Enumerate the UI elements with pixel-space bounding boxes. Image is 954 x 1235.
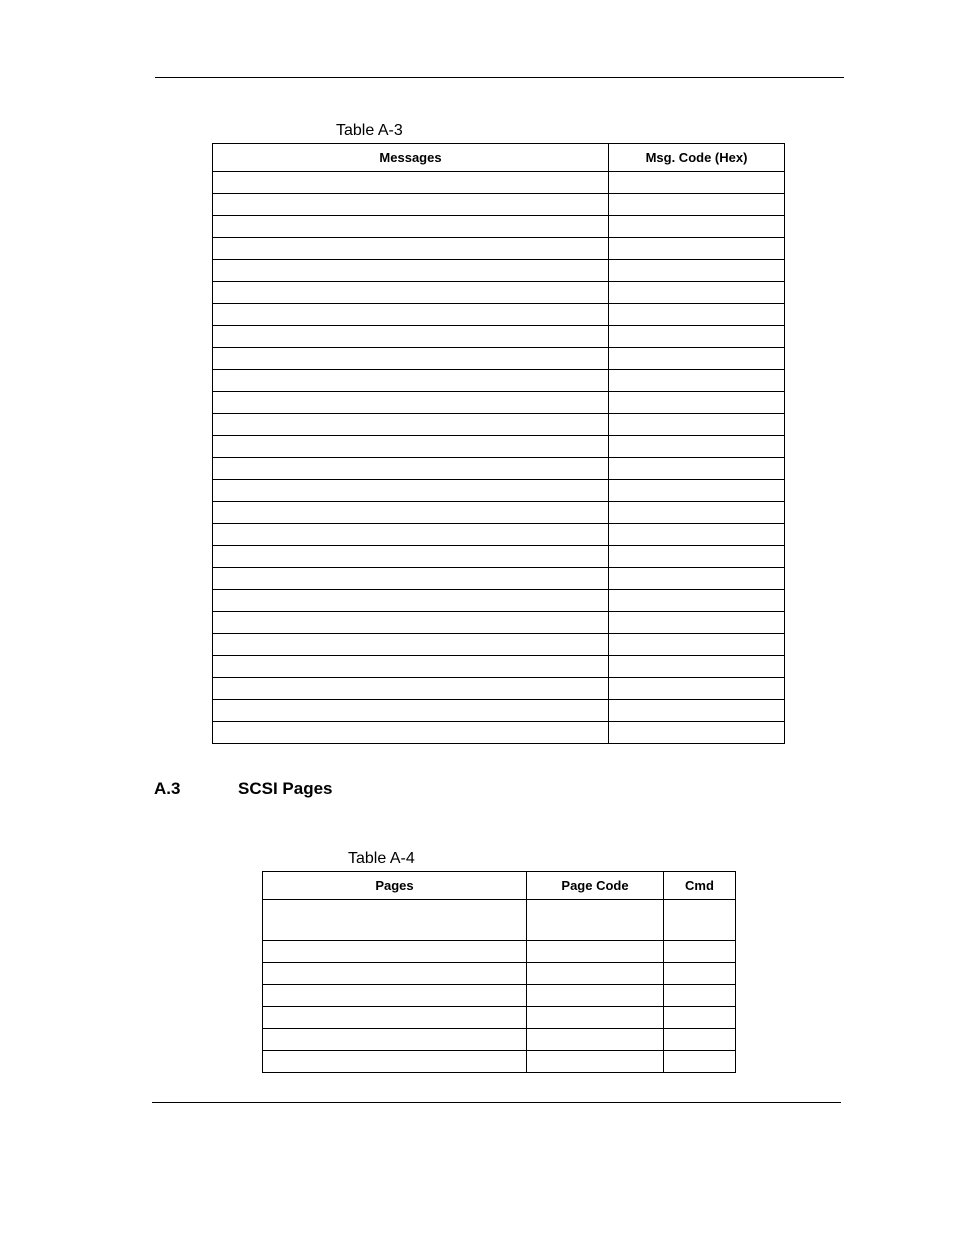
table-cell [213, 678, 609, 700]
table-a3-caption: Table A-3 [336, 122, 403, 139]
table-cell [263, 1007, 527, 1029]
table-row [213, 546, 785, 568]
messages-table [212, 143, 785, 744]
table-header-row [263, 872, 736, 900]
table-cell [609, 656, 785, 678]
table-cell [609, 568, 785, 590]
table-cell [213, 194, 609, 216]
table-cell [664, 1029, 736, 1051]
table-cell [263, 1051, 527, 1073]
msg-code-column-header: Msg. Code (Hex) [609, 144, 785, 172]
table-cell [213, 326, 609, 348]
pages-table-body [263, 900, 736, 1073]
table-cell [213, 238, 609, 260]
table-cell [609, 700, 785, 722]
table-cell [609, 502, 785, 524]
table-row [213, 370, 785, 392]
section-title: SCSI Pages [238, 779, 333, 798]
table-row [213, 436, 785, 458]
table-row [213, 282, 785, 304]
table-row [213, 458, 785, 480]
table-row [213, 194, 785, 216]
table-row [213, 700, 785, 722]
table-row [213, 722, 785, 744]
table-cell [213, 370, 609, 392]
table-row [263, 1029, 736, 1051]
table-cell [213, 436, 609, 458]
table-cell [664, 1051, 736, 1073]
table-cell [213, 634, 609, 656]
table-header-row [213, 144, 785, 172]
table-a4-caption: Table A-4 [348, 850, 415, 867]
table-row [263, 900, 736, 941]
table-cell [609, 238, 785, 260]
table-cell [213, 304, 609, 326]
table-cell [609, 480, 785, 502]
table-cell [609, 414, 785, 436]
table-row [263, 963, 736, 985]
table-cell [609, 612, 785, 634]
table-cell [527, 941, 664, 963]
table-cell [609, 194, 785, 216]
table-cell [609, 678, 785, 700]
table-cell [664, 900, 736, 941]
table-row [213, 216, 785, 238]
table-cell [263, 941, 527, 963]
table-cell [213, 260, 609, 282]
table-cell [213, 546, 609, 568]
table-cell [609, 590, 785, 612]
table-cell [609, 458, 785, 480]
table-row [213, 260, 785, 282]
messages-table-body [213, 172, 785, 744]
messages-column-header: Messages [213, 144, 609, 172]
table-cell [213, 216, 609, 238]
table-cell [263, 963, 527, 985]
table-cell [664, 941, 736, 963]
table-cell [527, 985, 664, 1007]
table-cell [609, 436, 785, 458]
section-number: A.3 [154, 779, 181, 798]
table-cell [527, 1051, 664, 1073]
table-cell [609, 370, 785, 392]
table-cell [609, 392, 785, 414]
footer-rule [152, 1102, 841, 1103]
table-row [263, 1007, 736, 1029]
table-cell [609, 524, 785, 546]
table-cell [213, 392, 609, 414]
table-cell [213, 480, 609, 502]
table-row [263, 985, 736, 1007]
table-cell [263, 1029, 527, 1051]
table-cell [609, 260, 785, 282]
table-row [213, 392, 785, 414]
table-cell [213, 700, 609, 722]
table-row [213, 304, 785, 326]
pages-table [262, 871, 736, 1073]
table-cell [263, 985, 527, 1007]
table-cell [213, 722, 609, 744]
table-cell [609, 722, 785, 744]
table-cell [527, 900, 664, 941]
table-cell [527, 1029, 664, 1051]
page-code-column-header: Page Code [527, 872, 664, 900]
table-row [213, 634, 785, 656]
table-row [213, 480, 785, 502]
table-cell [213, 348, 609, 370]
table-cell [609, 326, 785, 348]
table-cell [213, 502, 609, 524]
table-row [213, 238, 785, 260]
table-cell [609, 634, 785, 656]
table-cell [664, 985, 736, 1007]
table-cell [527, 1007, 664, 1029]
table-cell [664, 1007, 736, 1029]
table-row [213, 172, 785, 194]
table-cell [527, 963, 664, 985]
table-cell [213, 612, 609, 634]
table-cell [609, 304, 785, 326]
table-cell [213, 282, 609, 304]
table-row [213, 414, 785, 436]
table-row [263, 1051, 736, 1073]
table-row [213, 348, 785, 370]
header-rule [155, 77, 844, 78]
table-cell [213, 656, 609, 678]
table-cell [609, 282, 785, 304]
table-row [213, 326, 785, 348]
table-row [213, 656, 785, 678]
table-cell [263, 900, 527, 941]
table-row [213, 678, 785, 700]
table-cell [213, 414, 609, 436]
table-cell [664, 963, 736, 985]
table-row [263, 941, 736, 963]
table-row [213, 612, 785, 634]
table-row [213, 590, 785, 612]
table-row [213, 568, 785, 590]
table-cell [609, 216, 785, 238]
table-cell [213, 590, 609, 612]
table-cell [609, 172, 785, 194]
table-row [213, 524, 785, 546]
table-cell [213, 458, 609, 480]
table-cell [213, 568, 609, 590]
table-cell [609, 348, 785, 370]
table-cell [213, 524, 609, 546]
pages-column-header: Pages [263, 872, 527, 900]
table-cell [213, 172, 609, 194]
table-cell [609, 546, 785, 568]
cmd-column-header: Cmd [664, 872, 736, 900]
table-row [213, 502, 785, 524]
